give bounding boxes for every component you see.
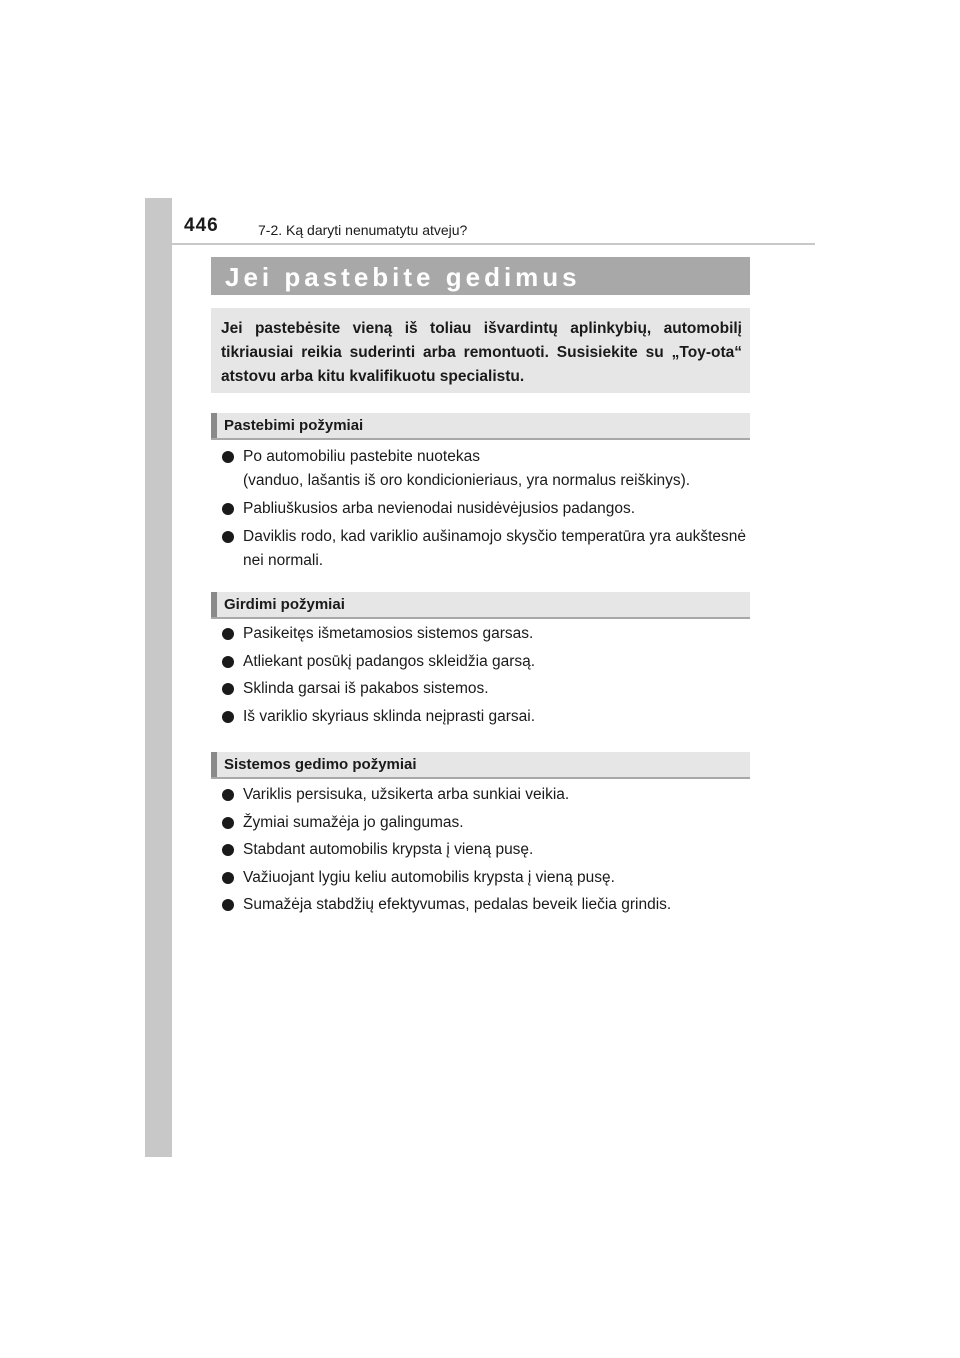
bullet-icon bbox=[222, 531, 234, 543]
page-number: 446 bbox=[184, 215, 219, 236]
audible-signs-list bbox=[222, 622, 746, 732]
list-item-text: Stabdant automobilis krypsta į vieną pusę. bbox=[243, 841, 534, 858]
list-item bbox=[222, 783, 746, 807]
heading-marker bbox=[211, 592, 217, 617]
section-heading-system-fault-signs bbox=[211, 752, 750, 779]
list-item bbox=[222, 893, 746, 917]
list-item bbox=[222, 811, 746, 835]
bullet-icon bbox=[222, 656, 234, 668]
side-margin-bar bbox=[145, 198, 172, 1157]
header-divider bbox=[145, 243, 815, 245]
intro-box bbox=[211, 308, 750, 393]
list-item-text: Sklinda garsai iš pakabos sistemos. bbox=[243, 680, 489, 697]
bullet-icon bbox=[222, 451, 234, 463]
bullet-icon bbox=[222, 711, 234, 723]
visible-signs-list bbox=[222, 445, 746, 577]
list-item bbox=[222, 677, 746, 701]
list-item bbox=[222, 525, 746, 573]
list-item-text: Iš variklio skyriaus sklinda neįprasti garsai. bbox=[243, 707, 536, 725]
section-heading-label: Pastebimi požymiai bbox=[224, 417, 364, 434]
section-heading-label: Girdimi požymiai bbox=[224, 596, 345, 613]
page-title: Jei pastebite gedimus bbox=[225, 262, 581, 292]
list-item-text: Daviklis rodo, kad variklio aušinamojo skysčio temperatūra yra aukštesnė nei normali. bbox=[243, 528, 746, 569]
list-item bbox=[222, 866, 746, 890]
bullet-icon bbox=[222, 683, 234, 695]
bullet-icon bbox=[222, 844, 234, 856]
bullet-icon bbox=[222, 817, 234, 829]
list-item-text: Po automobiliu pastebite nuotekas bbox=[243, 448, 480, 465]
list-item bbox=[222, 650, 746, 674]
list-item bbox=[222, 705, 746, 729]
list-item-text: Pasikeitęs išmetamosios sistemos garsas. bbox=[243, 625, 534, 642]
list-item bbox=[222, 445, 746, 493]
bullet-icon bbox=[222, 872, 234, 884]
list-item-text: Žymiai sumažėja jo galingumas. bbox=[243, 813, 464, 831]
intro-text: Jei pastebėsite vieną iš toliau išvardintų aplinkybių, automobilį tikriausiai reikia suderinti arba remontuoti. Susisiekite su „Toy-ota“ atstovu arba kitu kvalifikuotu specialistu. bbox=[221, 320, 742, 385]
list-item-text: Variklis persisuka, užsikerta arba sunkiai veikia. bbox=[243, 786, 570, 803]
section-heading-label: Sistemos gedimo požymiai bbox=[224, 756, 417, 773]
list-item bbox=[222, 622, 746, 646]
bullet-icon bbox=[222, 789, 234, 801]
system-fault-signs-list bbox=[222, 783, 746, 921]
list-item-text: Atliekant posūkį padangos skleidžia garsą. bbox=[243, 652, 536, 670]
list-item-text: Pabliuškusios arba nevienodai nusidėvėjusios padangos. bbox=[243, 500, 636, 517]
list-item-text: Važiuojant lygiu keliu automobilis krypsta į vieną pusę. bbox=[243, 868, 615, 886]
section-title-banner bbox=[211, 257, 750, 295]
heading-marker bbox=[211, 413, 217, 438]
list-item-note: (vanduo, lašantis iš oro kondicionieriaus, yra normalus reiškinys). bbox=[243, 472, 691, 489]
breadcrumb: 7-2. Ką daryti nenumatytu atveju? bbox=[258, 222, 468, 238]
list-item bbox=[222, 497, 746, 521]
bullet-icon bbox=[222, 628, 234, 640]
section-heading-audible-signs bbox=[211, 592, 750, 619]
list-item bbox=[222, 838, 746, 862]
list-item-text: Sumažėja stabdžių efektyvumas, pedalas beveik liečia grindis. bbox=[243, 896, 672, 913]
section-heading-visible-signs bbox=[211, 413, 750, 440]
heading-marker bbox=[211, 752, 217, 777]
bullet-icon bbox=[222, 503, 234, 515]
bullet-icon bbox=[222, 899, 234, 911]
